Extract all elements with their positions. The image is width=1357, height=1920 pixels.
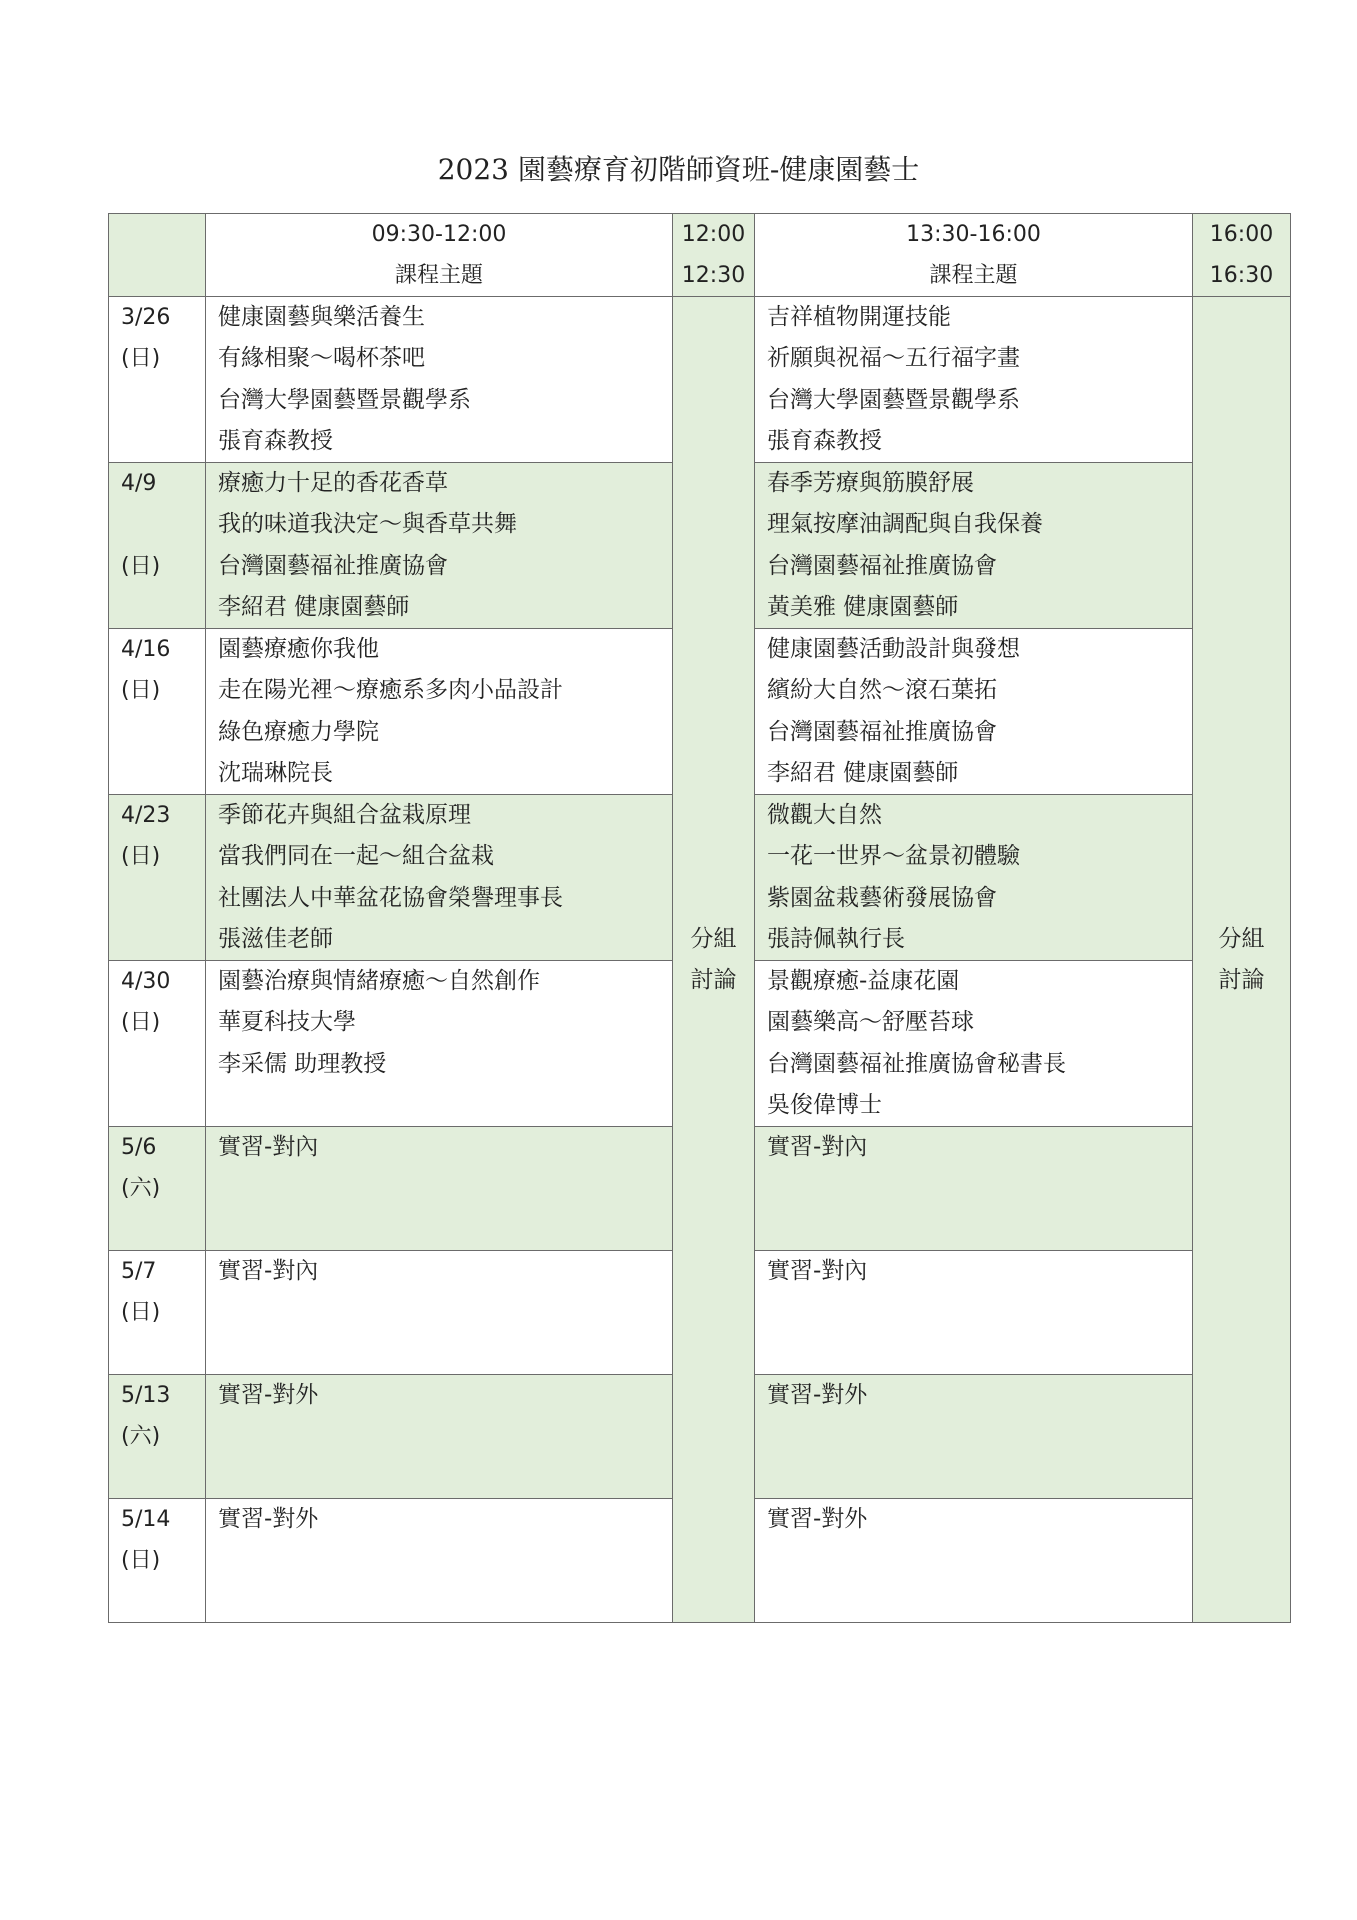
header-morning-time: 09:30-12:00	[371, 222, 507, 247]
date-label: 5/6	[121, 1135, 157, 1160]
date-label: 4/30	[121, 969, 171, 994]
activity-title: 園藝樂高～舒壓苔球	[767, 1009, 974, 1036]
activity-title: 我的味道我決定～與香草共舞	[218, 511, 517, 538]
afternoon-course-cell	[755, 629, 1193, 795]
organization: 台灣園藝福祉推廣協會	[767, 718, 997, 745]
course-title: 微觀大自然	[767, 802, 882, 828]
afternoon-course-cell	[755, 795, 1193, 961]
instructor: 張滋佳老師	[218, 925, 333, 952]
afternoon-course-cell	[755, 1499, 1193, 1623]
date-cell	[109, 1375, 206, 1499]
course-title: 療癒力十足的香花香草	[218, 470, 448, 496]
course-title: 實習-對內	[767, 1258, 868, 1284]
course-title: 實習-對外	[767, 1506, 868, 1532]
lunch-discussion-cell	[673, 297, 755, 1623]
course-title: 實習-對內	[218, 1134, 319, 1160]
instructor: 吳俊偉博士	[767, 1091, 882, 1118]
course-title: 景觀療癒-益康花園	[767, 968, 960, 994]
morning-course-cell	[206, 1499, 673, 1623]
date-cell	[109, 297, 206, 463]
instructor: 李采儒 助理教授	[218, 1050, 387, 1077]
instructor: 李紹君 健康園藝師	[218, 593, 410, 620]
course-title: 實習-對內	[767, 1134, 868, 1160]
course-title: 健康園藝活動設計與發想	[767, 636, 1020, 662]
discussion-label: 分組	[690, 925, 737, 952]
instructor: 張詩佩執行長	[767, 925, 905, 952]
date-cell	[109, 795, 206, 961]
header-row	[109, 214, 1291, 297]
course-title: 實習-對外	[218, 1506, 319, 1532]
course-title: 實習-對外	[767, 1382, 868, 1408]
end-discussion-cell	[1193, 297, 1291, 1623]
activity-title: 當我們同在一起～組合盆栽	[218, 843, 494, 870]
header-afternoon-time: 13:30-16:00	[906, 222, 1041, 247]
date-cell	[109, 1127, 206, 1251]
instructor: 李紹君 健康園藝師	[767, 759, 959, 786]
morning-course-cell	[206, 1127, 673, 1251]
course-title: 春季芳療與筋膜舒展	[767, 470, 974, 496]
header-end-start: 16:00	[1209, 222, 1274, 247]
course-title: 季節花卉與組合盆栽原理	[218, 802, 471, 828]
activity-title: 祈願與祝福～五行福字畫	[767, 345, 1020, 372]
date-label: 5/7	[121, 1259, 157, 1284]
discussion-label: 分組	[1218, 925, 1265, 952]
date-label: 5/13	[121, 1383, 171, 1408]
morning-course-cell	[206, 297, 673, 463]
date-label: 3/26	[121, 305, 171, 330]
organization: 台灣大學園藝暨景觀學系	[767, 386, 1020, 413]
weekday-label: (日)	[121, 1010, 161, 1036]
weekday-label: (日)	[121, 1548, 161, 1574]
organization: 台灣大學園藝暨景觀學系	[218, 386, 471, 413]
date-label: 4/9	[121, 471, 157, 496]
discussion-label: 討論	[1218, 966, 1265, 993]
morning-course-cell	[206, 629, 673, 795]
morning-course-cell	[206, 463, 673, 629]
morning-course-cell	[206, 1375, 673, 1499]
afternoon-course-cell	[755, 961, 1193, 1127]
header-morning-cell	[206, 214, 673, 297]
date-cell	[109, 1499, 206, 1623]
header-date-cell	[109, 214, 206, 297]
weekday-label: (日)	[121, 678, 161, 704]
morning-course-cell	[206, 1251, 673, 1375]
morning-course-cell	[206, 795, 673, 961]
header-lunch-start: 12:00	[681, 222, 746, 247]
course-title: 健康園藝與樂活養生	[218, 304, 425, 330]
afternoon-course-cell	[755, 463, 1193, 629]
organization: 台灣園藝福祉推廣協會	[218, 552, 448, 579]
activity-title: 一花一世界～盆景初體驗	[767, 843, 1020, 870]
activity-title: 走在陽光裡～療癒系多肉小品設計	[218, 677, 563, 704]
date-cell	[109, 629, 206, 795]
organization: 紫園盆栽藝術發展協會	[767, 884, 997, 911]
date-label: 5/14	[121, 1507, 171, 1532]
organization: 社團法人中華盆花協會榮譽理事長	[218, 884, 563, 911]
morning-course-cell	[206, 961, 673, 1127]
schedule-table	[108, 213, 1291, 1623]
discussion-label: 討論	[690, 966, 737, 993]
date-cell	[109, 463, 206, 629]
date-cell	[109, 961, 206, 1127]
instructor: 張育森教授	[218, 427, 333, 454]
course-title: 實習-對內	[218, 1258, 319, 1284]
course-title: 吉祥植物開運技能	[767, 304, 951, 330]
organization: 綠色療癒力學院	[218, 718, 379, 745]
date-cell	[109, 1251, 206, 1375]
activity-title: 繽紛大自然～滾石葉拓	[767, 677, 997, 704]
table-row	[109, 297, 1291, 463]
weekday-label: (日)	[121, 844, 161, 870]
header-afternoon-cell	[755, 214, 1193, 297]
weekday-label: (日)	[121, 346, 161, 372]
afternoon-course-cell	[755, 1251, 1193, 1375]
header-afternoon-topic: 課程主題	[929, 263, 1018, 288]
activity-title: 理氣按摩油調配與自我保養	[767, 511, 1043, 538]
organization: 台灣園藝福祉推廣協會	[767, 552, 997, 579]
date-label: 4/23	[121, 803, 171, 828]
activity-title: 有緣相聚～喝杯茶吧	[218, 345, 425, 372]
weekday-label: (六)	[121, 1424, 161, 1450]
instructor: 張育森教授	[767, 427, 882, 454]
weekday-label: (日)	[121, 1300, 161, 1326]
afternoon-course-cell	[755, 297, 1193, 463]
header-end-end: 16:30	[1209, 263, 1274, 288]
afternoon-course-cell	[755, 1375, 1193, 1499]
organization: 華夏科技大學	[218, 1009, 356, 1036]
afternoon-course-cell	[755, 1127, 1193, 1251]
organization: 台灣園藝福祉推廣協會秘書長	[767, 1050, 1066, 1077]
date-label: 4/16	[121, 637, 171, 662]
weekday-label: (六)	[121, 1176, 161, 1202]
instructor: 沈瑞琳院長	[218, 759, 333, 786]
course-title: 園藝療癒你我他	[218, 636, 379, 662]
header-lunch-end: 12:30	[681, 263, 746, 288]
header-end-cell	[1193, 214, 1291, 297]
weekday-label: (日)	[121, 553, 161, 579]
page-title: 2023 園藝療育初階師資班-健康園藝士	[437, 153, 920, 186]
instructor: 黃美雅 健康園藝師	[767, 593, 959, 620]
course-title: 實習-對外	[218, 1382, 319, 1408]
header-lunch-cell	[673, 214, 755, 297]
course-title: 園藝治療與情緒療癒～自然創作	[218, 968, 540, 994]
header-morning-topic: 課程主題	[394, 263, 483, 288]
